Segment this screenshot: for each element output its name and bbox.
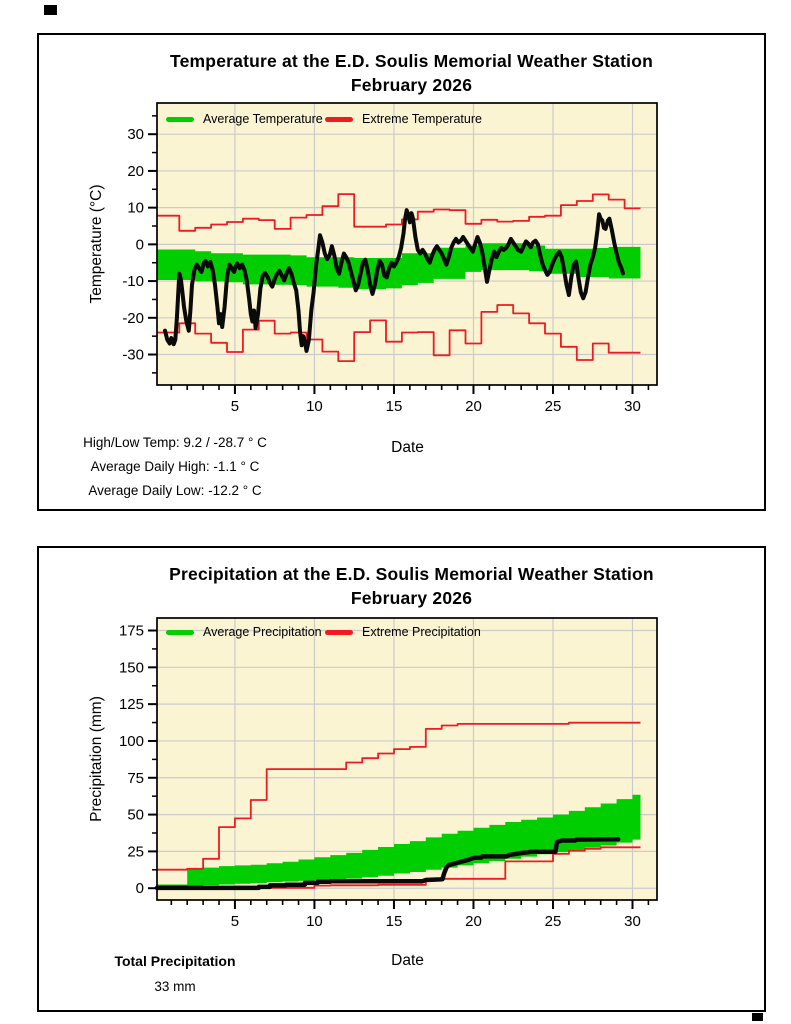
temperature-stats (57, 431, 293, 503)
precipitation-chart-subtitle: February 2026 (350, 588, 473, 608)
precipitation-chart-panel (37, 546, 766, 1012)
y-tick-label: 50 (127, 806, 144, 824)
y-tick-label: -30 (122, 346, 144, 364)
total-precipitation-label: Total Precipitation (114, 953, 236, 969)
legend-label: Extreme Precipitation (362, 625, 481, 639)
y-tick-label: 0 (135, 880, 144, 898)
x-tick-label: 30 (624, 398, 641, 415)
y-tick-label: -10 (122, 273, 144, 291)
legend-label: Average Temperature (203, 112, 323, 126)
temperature-y-axis-title: Temperature (°C) (88, 184, 105, 304)
average-daily-high-stat: Average Daily High: -1.1 ° C (90, 459, 260, 474)
corner-mark-bottom-right (752, 1013, 763, 1021)
x-tick-label: 5 (230, 913, 240, 930)
x-tick-label: 20 (465, 913, 482, 930)
y-tick-label: 125 (118, 696, 144, 714)
legend-item-average-precipitation (166, 625, 322, 639)
total-precipitation-value: 33 mm (154, 979, 196, 994)
y-tick-label: 0 (135, 236, 144, 254)
x-tick-label: 25 (544, 913, 562, 930)
legend-item-extreme-precipitation (325, 625, 481, 639)
x-tick-label: 25 (544, 398, 562, 415)
y-tick-label: 75 (127, 769, 144, 787)
red-line-swatch-icon (325, 117, 353, 122)
precipitation-x-axis-title: Date (391, 952, 424, 969)
x-tick-label: 15 (385, 913, 403, 930)
y-tick-label: 30 (127, 126, 144, 144)
x-tick-label: 5 (230, 398, 240, 415)
corner-mark-top-left (44, 5, 57, 15)
green-line-swatch-icon (166, 117, 194, 122)
y-tick-label: -20 (122, 309, 144, 327)
temperature-x-axis-title: Date (391, 439, 424, 456)
y-tick-label: 10 (127, 199, 144, 217)
x-tick-label: 15 (385, 398, 403, 415)
y-tick-label: 150 (118, 659, 144, 677)
precipitation-y-axis-title: Precipitation (mm) (88, 696, 105, 822)
precipitation-chart-plot (39, 548, 764, 1010)
legend-label: Extreme Temperature (362, 112, 482, 126)
precipitation-stats (57, 948, 293, 1000)
temperature-chart-subtitle: February 2026 (350, 75, 473, 95)
temperature-chart-panel (37, 33, 766, 511)
precipitation-chart-title: Precipitation at the E.D. Soulis Memorial Weather Station (169, 564, 654, 584)
x-tick-label: 30 (624, 913, 641, 930)
green-line-swatch-icon (166, 630, 194, 635)
x-tick-label: 10 (306, 398, 323, 415)
y-tick-label: 175 (118, 622, 144, 640)
x-tick-label: 10 (306, 913, 323, 930)
legend-item-average-temperature (166, 112, 323, 126)
temperature-chart-title: Temperature at the E.D. Soulis Memorial Weather Station (170, 51, 653, 71)
y-tick-label: 20 (127, 162, 144, 180)
legend-item-extreme-temperature (325, 112, 482, 126)
high-low-temp-stat: High/Low Temp: 9.2 / -28.7 ° C (83, 435, 267, 450)
legend-label: Average Precipitation (203, 625, 322, 639)
y-tick-label: 100 (118, 732, 144, 750)
average-daily-low-stat: Average Daily Low: -12.2 ° C (88, 483, 262, 498)
red-line-swatch-icon (325, 630, 353, 635)
y-tick-label: 25 (127, 843, 144, 861)
x-tick-label: 20 (465, 398, 482, 415)
